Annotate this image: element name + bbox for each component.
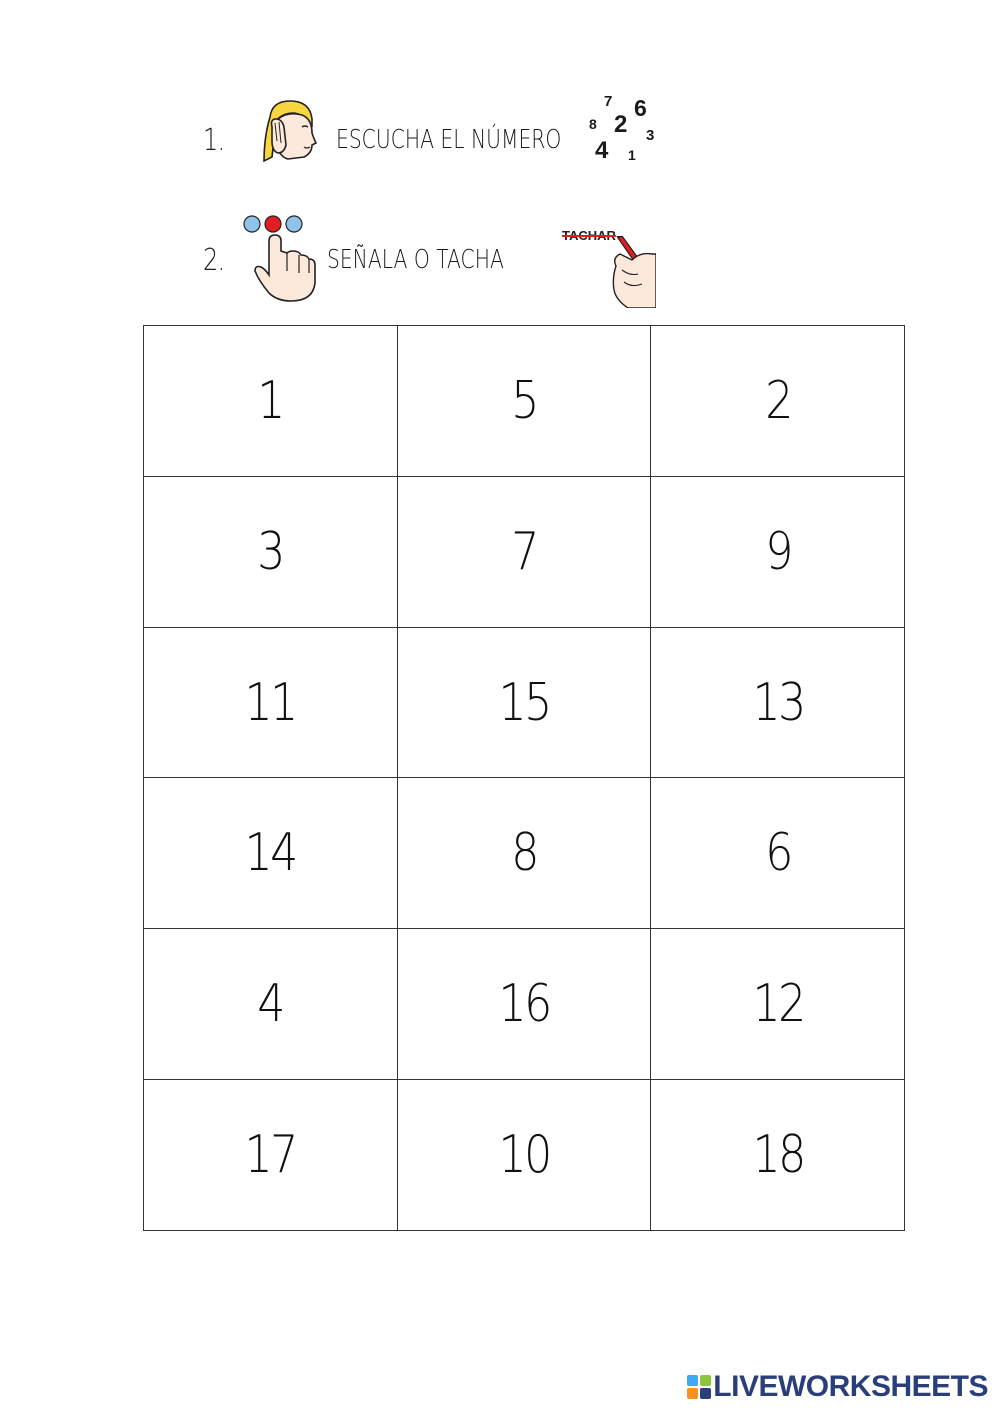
cluster-digit: 1 bbox=[628, 147, 636, 163]
grid-cell[interactable] bbox=[651, 326, 905, 477]
grid-cell[interactable] bbox=[144, 1080, 398, 1231]
liveworksheets-logo-icon bbox=[687, 1375, 711, 1399]
grid-cell[interactable] bbox=[144, 929, 398, 1080]
cell-number: 9 bbox=[764, 521, 791, 582]
instruction-text: SEÑALA O TACHA bbox=[327, 245, 504, 275]
cluster-digit: 4 bbox=[595, 137, 609, 164]
grid-cell[interactable] bbox=[398, 929, 652, 1080]
cell-number: 8 bbox=[511, 823, 537, 884]
liveworksheets-brand bbox=[687, 1370, 988, 1404]
cell-number: 18 bbox=[752, 1125, 804, 1186]
brand-name: LIVEWORKSHEETS bbox=[713, 1370, 988, 1403]
grid-cell[interactable] bbox=[144, 477, 398, 628]
grid-cell[interactable] bbox=[144, 628, 398, 779]
grid-cell[interactable] bbox=[651, 778, 905, 929]
cluster-digit: 7 bbox=[604, 93, 613, 110]
cell-number: 6 bbox=[764, 823, 791, 884]
cell-number: 4 bbox=[257, 974, 284, 1035]
grid-cell[interactable] bbox=[651, 1080, 905, 1231]
number-cluster-icon bbox=[585, 92, 665, 172]
cell-number: 15 bbox=[498, 672, 550, 733]
grid-cell[interactable] bbox=[651, 628, 905, 779]
cell-number: 3 bbox=[257, 521, 284, 582]
writing-hand-icon bbox=[608, 236, 656, 308]
tachar-label: TACHAR bbox=[562, 228, 616, 243]
tachar-pencil-icon bbox=[558, 228, 658, 308]
instruction-2 bbox=[0, 215, 1000, 305]
cell-number: 12 bbox=[752, 974, 804, 1035]
cluster-digit: 2 bbox=[614, 111, 628, 138]
cell-number: 11 bbox=[244, 672, 296, 733]
pointing-hand-icon bbox=[241, 215, 321, 305]
number-grid bbox=[143, 325, 905, 1231]
listening-girl-icon bbox=[258, 97, 318, 165]
grid-cell[interactable] bbox=[398, 477, 652, 628]
cell-number: 5 bbox=[511, 370, 537, 431]
grid-cell[interactable] bbox=[398, 1080, 652, 1231]
cell-number: 1 bbox=[257, 370, 284, 431]
cell-number: 16 bbox=[498, 974, 550, 1035]
cell-number: 14 bbox=[244, 823, 296, 884]
instruction-number: 2. bbox=[203, 243, 225, 278]
instruction-text: ESCUCHA EL NÚMERO bbox=[336, 125, 562, 155]
cluster-digit: 6 bbox=[634, 95, 647, 121]
cluster-digit: 3 bbox=[646, 127, 655, 144]
cell-number: 13 bbox=[752, 672, 804, 733]
instruction-number: 1. bbox=[203, 123, 225, 158]
grid-cell[interactable] bbox=[398, 326, 652, 477]
grid-cell[interactable] bbox=[651, 929, 905, 1080]
cell-number: 7 bbox=[511, 521, 537, 582]
grid-cell[interactable] bbox=[398, 628, 652, 779]
grid-cell[interactable] bbox=[144, 778, 398, 929]
grid-cell[interactable] bbox=[651, 477, 905, 628]
grid-cell[interactable] bbox=[144, 326, 398, 477]
cell-number: 10 bbox=[498, 1125, 550, 1186]
cell-number: 2 bbox=[764, 370, 791, 431]
instruction-1 bbox=[0, 95, 1000, 185]
cell-number: 17 bbox=[244, 1125, 296, 1186]
cluster-digit: 8 bbox=[589, 116, 597, 132]
grid-cell[interactable] bbox=[398, 778, 652, 929]
